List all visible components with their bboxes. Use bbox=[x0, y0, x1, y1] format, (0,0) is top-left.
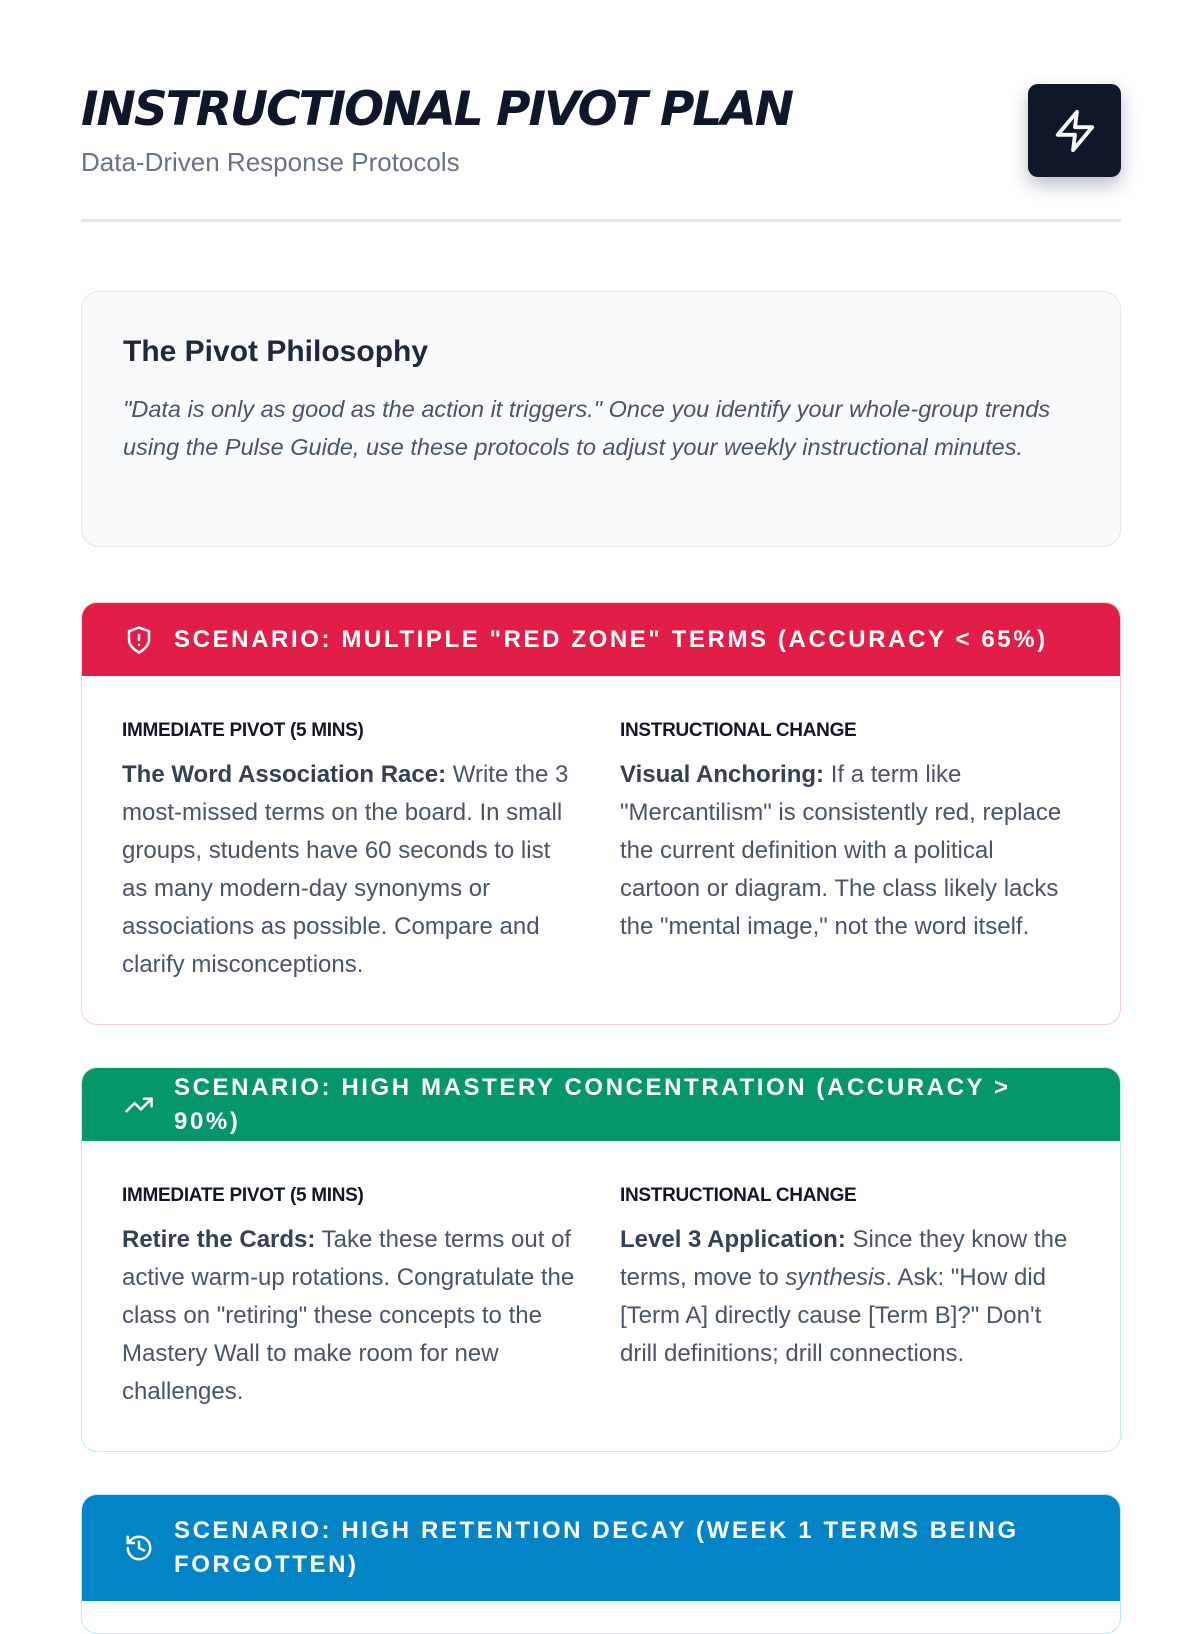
page-title: INSTRUCTIONAL PIVOT PLAN bbox=[81, 82, 793, 137]
column-heading: INSTRUCTIONAL CHANGE bbox=[620, 1185, 857, 1206]
column-text bbox=[620, 756, 1078, 946]
scenario-card-high-mastery bbox=[81, 1067, 1121, 1452]
column-heading: IMMEDIATE PIVOT (5 MINS) bbox=[122, 1185, 364, 1206]
scenario-card-red-zone bbox=[81, 602, 1121, 1025]
column-heading: IMMEDIATE PIVOT (5 MINS) bbox=[122, 720, 364, 741]
column-body: Since they know the terms, move to bbox=[620, 1226, 1068, 1291]
column-text bbox=[122, 1221, 580, 1411]
scenario-title: SCENARIO: HIGH RETENTION DECAY (WEEK 1 TERMS BEING FORGOTTEN) bbox=[174, 1517, 1019, 1578]
page-header bbox=[81, 0, 1121, 222]
page bbox=[81, 0, 1121, 1578]
column-emphasis: synthesis bbox=[785, 1264, 886, 1291]
column-lead: The Word Association Race: bbox=[122, 761, 447, 788]
scenario-title: SCENARIO: MULTIPLE "RED ZONE" TERMS (ACCURACY < 65%) bbox=[174, 625, 1048, 653]
philosophy-panel bbox=[81, 291, 1121, 547]
shield-alert-icon bbox=[124, 625, 154, 655]
instructional-change-column bbox=[620, 718, 1078, 984]
immediate-pivot-column bbox=[122, 1183, 580, 1411]
scenario-header bbox=[82, 603, 1120, 676]
column-body: If a term like "Mercantilism" is consistently red, replace the current definition with a political cartoon or diagram. The class likely lacks the "mental image," not the word itself. bbox=[620, 761, 1062, 940]
column-body: Take these terms out of active warm-up rotations. Congratulate the class on "retiring" these concepts to the Mastery Wall to make room for new challenges. bbox=[122, 1226, 575, 1405]
column-body-end: . Ask: "How did [Term A] directly cause [Term B]?" Don't drill definitions; drill connections. bbox=[620, 1264, 1047, 1367]
column-lead: Visual Anchoring: bbox=[620, 761, 825, 788]
scenario-body bbox=[82, 1141, 1120, 1411]
scenario-body bbox=[82, 676, 1120, 984]
column-lead: Retire the Cards: bbox=[122, 1226, 316, 1253]
scenario-title: SCENARIO: HIGH MASTERY CONCENTRATION (ACCURACY > 90%) bbox=[174, 1073, 1011, 1135]
philosophy-quote: "Data is only as good as the action it triggers." Once you identify your whole-group trends using the Pulse Guide, use these protocols to adjust your weekly instructional minutes. bbox=[123, 396, 1051, 460]
column-lead: Level 3 Application: bbox=[620, 1226, 846, 1253]
history-icon bbox=[124, 1533, 154, 1563]
instructional-change-column bbox=[620, 1183, 1078, 1411]
scenario-card-retention-decay bbox=[81, 1494, 1121, 1634]
philosophy-heading: The Pivot Philosophy bbox=[123, 335, 429, 368]
column-body: Write the 3 most-missed terms on the board. In small groups, students have 60 seconds to list as many modern-day synonyms or associations as possible. Compare and clarify misconceptions. bbox=[122, 761, 569, 978]
lightning-bolt-icon bbox=[1028, 84, 1121, 177]
column-heading: INSTRUCTIONAL CHANGE bbox=[620, 720, 857, 741]
scenario-header bbox=[82, 1495, 1120, 1601]
trending-up-icon bbox=[124, 1090, 154, 1120]
column-text bbox=[620, 1221, 1078, 1373]
scenario-header bbox=[82, 1068, 1120, 1141]
page-subtitle: Data-Driven Response Protocols bbox=[81, 147, 460, 177]
column-text bbox=[122, 756, 580, 984]
immediate-pivot-column bbox=[122, 718, 580, 984]
